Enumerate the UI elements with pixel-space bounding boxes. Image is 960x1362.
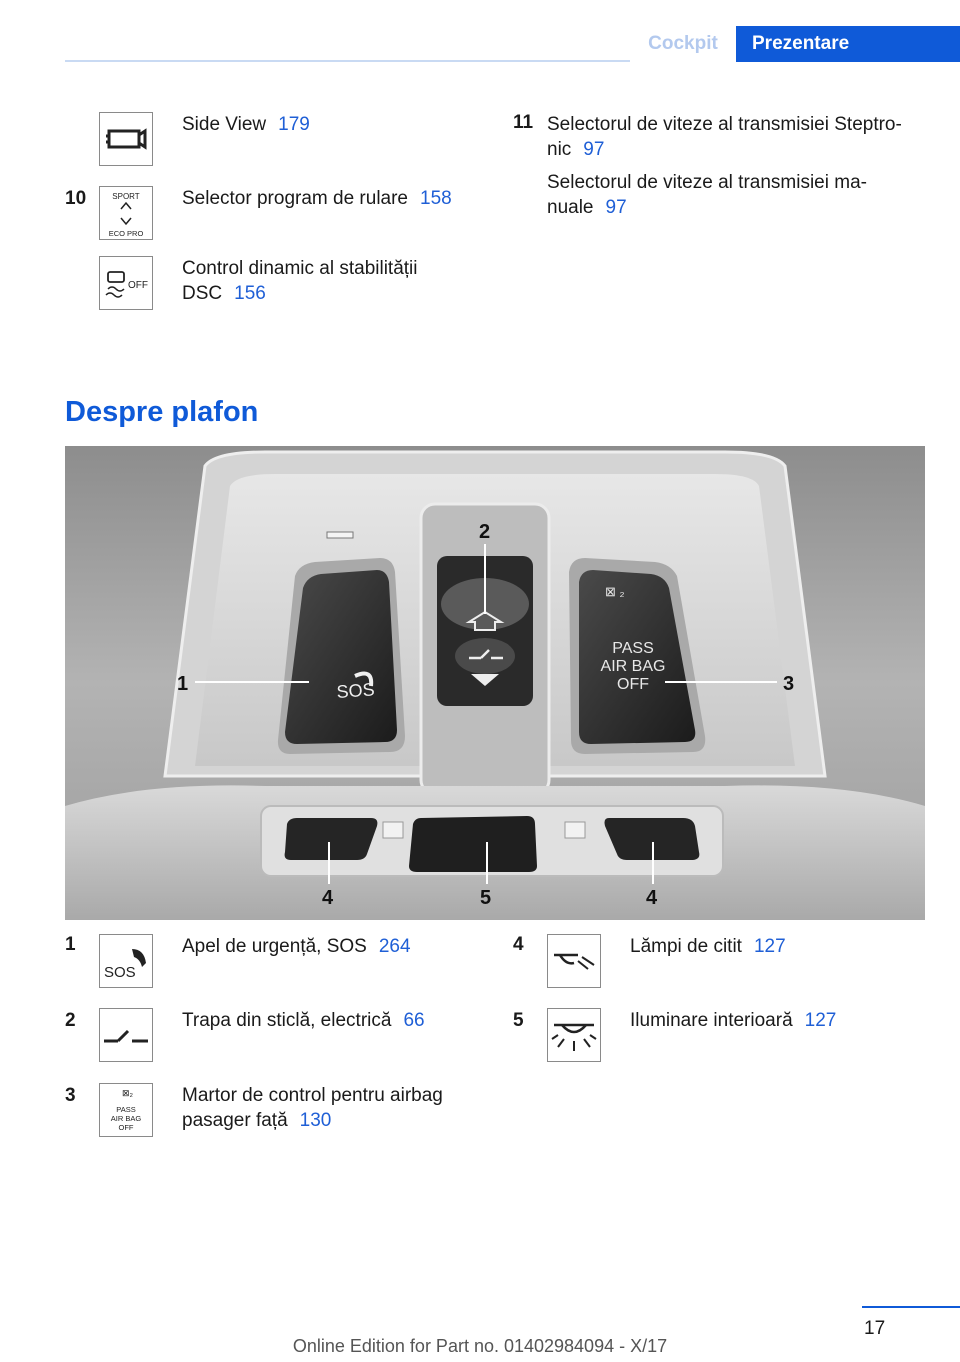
callout-4-left: 4 xyxy=(322,887,334,909)
legend-4-text: Lămpi de citit 127 xyxy=(630,936,786,957)
svg-text:OFF: OFF xyxy=(617,676,649,693)
page-number: 17 xyxy=(864,1318,886,1339)
legend-2-text: Trapa din sticlă, electrică 66 xyxy=(182,1010,425,1031)
callout-2: 2 xyxy=(479,521,491,543)
legend-number-3: 3 xyxy=(65,1085,76,1106)
legend-number-1: 1 xyxy=(65,934,76,955)
item11-text-b: Selectorul de viteze al transmisiei ma‐ nuale 97 xyxy=(547,172,867,218)
legend-number-5: 5 xyxy=(513,1010,524,1031)
legend-5-text: Iluminare interioară 127 xyxy=(630,1010,837,1031)
tab-prezentare[interactable]: Prezentare xyxy=(736,26,960,62)
legend-4-page-link[interactable]: 127 xyxy=(753,936,786,957)
legend-3-text: Martor de control pentru airbag pasager față 130 xyxy=(182,1085,443,1131)
svg-text:⊠₂: ⊠₂ xyxy=(122,1088,134,1098)
interior-light-icon xyxy=(547,1008,601,1062)
dsc-text: Control dinamic al stabilității DSC 156 xyxy=(182,258,418,304)
legend-2-page-link[interactable]: 66 xyxy=(403,1010,425,1031)
svg-text:OFF: OFF xyxy=(118,1123,134,1132)
callout-3: 3 xyxy=(783,673,795,695)
callout-4-right: 4 xyxy=(646,887,658,909)
driving-mode-selector-icon xyxy=(99,186,153,240)
header-rule xyxy=(65,60,630,62)
item11-text-a: Selectorul de viteze al transmisiei Steptro‐ nic 97 xyxy=(547,114,902,160)
glass-roof-icon xyxy=(99,1008,153,1062)
svg-text:SOS: SOS xyxy=(335,679,376,702)
item-number-10: 10 xyxy=(65,188,87,209)
passenger-airbag-off-icon xyxy=(99,1083,153,1137)
legend-1-text: Apel de urgență, SOS 264 xyxy=(182,936,411,957)
svg-text:⊠ ₂: ⊠ ₂ xyxy=(605,584,625,599)
svg-text:PASS: PASS xyxy=(116,1105,136,1114)
legend-number-4: 4 xyxy=(513,934,524,955)
side-view-page-link[interactable]: 179 xyxy=(278,114,310,135)
legend-1-page-link[interactable]: 264 xyxy=(378,936,411,957)
section-title: Despre plafon xyxy=(65,396,259,428)
item11-a-page-link[interactable]: 97 xyxy=(583,139,605,160)
item10-page-link[interactable]: 158 xyxy=(420,188,452,209)
sos-icon xyxy=(99,934,153,988)
svg-text:SPORT: SPORT xyxy=(112,192,140,201)
svg-text:AIR BAG: AIR BAG xyxy=(110,1114,142,1123)
legend-3-page-link[interactable]: 130 xyxy=(299,1110,332,1131)
svg-text:AIR BAG: AIR BAG xyxy=(600,658,666,675)
roof-console-photo xyxy=(65,446,925,920)
dsc-off-icon xyxy=(99,256,153,310)
tab-cockpit[interactable]: Cockpit xyxy=(648,33,718,54)
callout-1: 1 xyxy=(177,673,189,695)
callout-5: 5 xyxy=(480,887,492,909)
svg-text:ECO PRO: ECO PRO xyxy=(108,229,144,238)
item10-text: Selector program de rulare 158 xyxy=(182,188,452,209)
item11-b-page-link[interactable]: 97 xyxy=(605,197,627,218)
item-number-11: 11 xyxy=(513,112,534,133)
svg-text:PASS: PASS xyxy=(612,640,654,657)
side-view-text: Side View 179 xyxy=(182,114,310,135)
svg-text:OFF: OFF xyxy=(128,280,148,291)
side-view-camera-icon xyxy=(99,112,153,166)
dsc-page-link[interactable]: 156 xyxy=(234,283,266,304)
legend-5-page-link[interactable]: 127 xyxy=(804,1010,837,1031)
edition-footer: Online Edition for Part no. 01402984094 - X/17 xyxy=(292,1336,668,1356)
reading-lamp-icon xyxy=(547,934,601,988)
svg-text:SOS: SOS xyxy=(104,964,136,981)
footer-rule xyxy=(862,1306,960,1308)
legend-number-2: 2 xyxy=(65,1010,76,1031)
